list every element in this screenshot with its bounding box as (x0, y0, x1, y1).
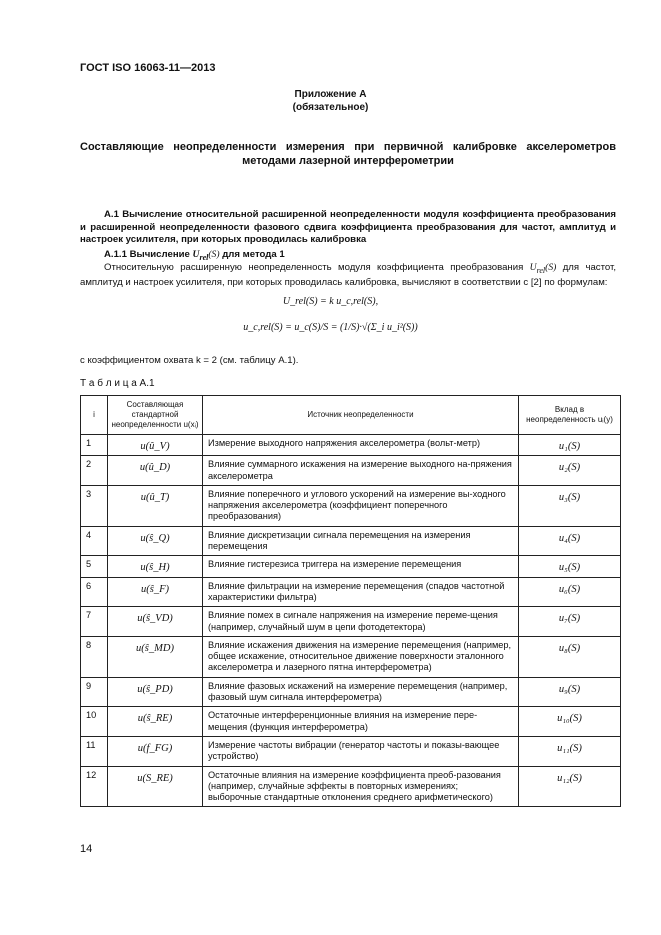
row-component: u(ŝ_VD) (108, 607, 203, 637)
row-contribution: u₁₁(S) (519, 736, 621, 766)
header-component: Составляющая стандартной неопределенности u(xᵢ) (108, 396, 203, 435)
row-source: Измерение частоты вибрации (генератор частоты и показы-вающее устройство) (203, 736, 519, 766)
section-heading (80, 140, 616, 168)
row-index: 8 (81, 636, 108, 677)
a11-sub: rel (199, 252, 209, 262)
row-index: 3 (81, 485, 108, 526)
row-source: Измерение выходного напряжения акселерометра (вольт-метр) (203, 435, 519, 456)
row-source: Остаточные влияния на измерение коэффициента преоб-разования (например, случайные эффекты в повторных измерениях; выборочные стандартные отклонения среднего арифметического) (203, 766, 519, 807)
row-index: 10 (81, 707, 108, 737)
row-contribution: u₁₂(S) (519, 766, 621, 807)
table-row (81, 577, 621, 607)
a11-symbol (193, 249, 209, 260)
table-caption: Т а б л и ц а А.1 (80, 378, 155, 389)
row-source: Влияние фазовых искажений на измерение перемещения (например, фазовый шум сигнала интерферометра) (203, 677, 519, 707)
appendix-heading (0, 88, 661, 114)
section-a1-heading: А.1 Вычисление относительной расширенной неопределенности модуля коэффициента преобразования и расширенной неопределенности фазового сдвига коэффициента преобразования для частот, амплитуд и настроек усилителя, при которых проводилась калибровка (80, 209, 616, 245)
row-component: u(ŝ_H) (108, 556, 203, 577)
table-row (81, 766, 621, 807)
row-contribution: u₆(S) (519, 577, 621, 607)
coverage-text: с коэффициентом охвата k = 2 (см. таблицу А.1). (80, 355, 299, 366)
header-contribution: Вклад в неопределенность uᵢ(y) (519, 396, 621, 435)
header-i: i (81, 396, 108, 435)
row-source: Влияние суммарного искажения на измерение выходного на-пряжения акселерометра (203, 456, 519, 486)
row-component: u(û_V) (108, 435, 203, 456)
row-contribution: u₇(S) (519, 607, 621, 637)
row-component: u(û_D) (108, 456, 203, 486)
table-row (81, 435, 621, 456)
row-component: u(ŝ_PD) (108, 677, 203, 707)
intro-sub: rel (536, 265, 546, 275)
row-contribution: u₉(S) (519, 677, 621, 707)
a11-prefix: А.1.1 Вычисление (104, 249, 193, 260)
appendix-type: (обязательное) (292, 102, 369, 113)
table-row (81, 736, 621, 766)
intro-text-1: Относительную расширенную неопределенность модуля коэффициента преобразования (104, 262, 530, 273)
header-source: Источник неопределенности (203, 396, 519, 435)
heading-line-1: Составляющие неопределенности измерения при первичной калибровке акселерометров (80, 141, 616, 153)
row-index: 4 (81, 526, 108, 556)
heading-line-2: методами лазерной интерферометрии (242, 155, 454, 167)
row-index: 2 (81, 456, 108, 486)
row-component: u(S_RE) (108, 766, 203, 807)
a11-arg: (S) (208, 249, 220, 260)
table-header-row (81, 396, 621, 435)
row-contribution: u₄(S) (519, 526, 621, 556)
row-component: u(ŝ_F) (108, 577, 203, 607)
row-contribution: u₁(S) (519, 435, 621, 456)
intro-arg: (S) (545, 262, 557, 273)
table-row (81, 485, 621, 526)
row-component: u(ŝ_Q) (108, 526, 203, 556)
intro-sym: U (529, 262, 537, 273)
row-component: u(û_T) (108, 485, 203, 526)
row-source: Влияние помех в сигнале напряжения на измерение переме-щения (например, случайный шум в цепи фотодетектора) (203, 607, 519, 637)
a11-suffix: для метода 1 (219, 249, 285, 260)
table-row (81, 636, 621, 677)
row-source: Остаточные интерференционные влияния на измерение пере-мещения (функция интерферометра) (203, 707, 519, 737)
formula-1: U_rel(S) = k u_c,rel(S), (282, 296, 379, 307)
appendix-title: Приложение А (294, 89, 367, 100)
row-source: Влияние поперечного и углового ускорений на измерение вы-ходного напряжения акселерометра (коэффициент поперечного преобразования) (203, 485, 519, 526)
row-index: 6 (81, 577, 108, 607)
row-source: Влияние фильтрации на измерение перемещения (спадов частотной характеристики фильтра) (203, 577, 519, 607)
row-component: u(f_FG) (108, 736, 203, 766)
row-contribution: u₃(S) (519, 485, 621, 526)
table-row (81, 526, 621, 556)
table-row (81, 677, 621, 707)
row-index: 7 (81, 607, 108, 637)
row-contribution: u₁₀(S) (519, 707, 621, 737)
row-index: 9 (81, 677, 108, 707)
uncertainty-table (80, 395, 621, 807)
row-source: Влияние дискретизации сигнала перемещения на измерения перемещения (203, 526, 519, 556)
table-row (81, 456, 621, 486)
row-index: 11 (81, 736, 108, 766)
formula-2: u_c,rel(S) = u_c(S)/S = (1/S)·√(Σ_i u_i²(S)) (243, 322, 418, 333)
row-index: 12 (81, 766, 108, 807)
row-component: u(ŝ_RE) (108, 707, 203, 737)
row-source: Влияние искажения движения на измерение перемещения (например, общее искажение, относительное движение поверхности эталонного акселерометра и лазерного пятна интерферометра) (203, 636, 519, 677)
row-contribution: u₈(S) (519, 636, 621, 677)
row-index: 1 (81, 435, 108, 456)
intro-paragraph (80, 262, 616, 290)
row-contribution: u₂(S) (519, 456, 621, 486)
intro-text-2: для частот, амплитуд и настроек усилителя, при которых проводилась калибровка, вычисляют в соответствии с [2] по формулам: (80, 262, 616, 289)
standard-header: ГОСТ ISO 16063-11—2013 (80, 62, 216, 74)
row-contribution: u₅(S) (519, 556, 621, 577)
table-row (81, 607, 621, 637)
a11-sym: U (192, 249, 200, 260)
table-row (81, 707, 621, 737)
row-index: 5 (81, 556, 108, 577)
row-source: Влияние гистерезиса триггера на измерение перемещения (203, 556, 519, 577)
table-row (81, 556, 621, 577)
page-number: 14 (80, 843, 93, 855)
row-component: u(ŝ_MD) (108, 636, 203, 677)
